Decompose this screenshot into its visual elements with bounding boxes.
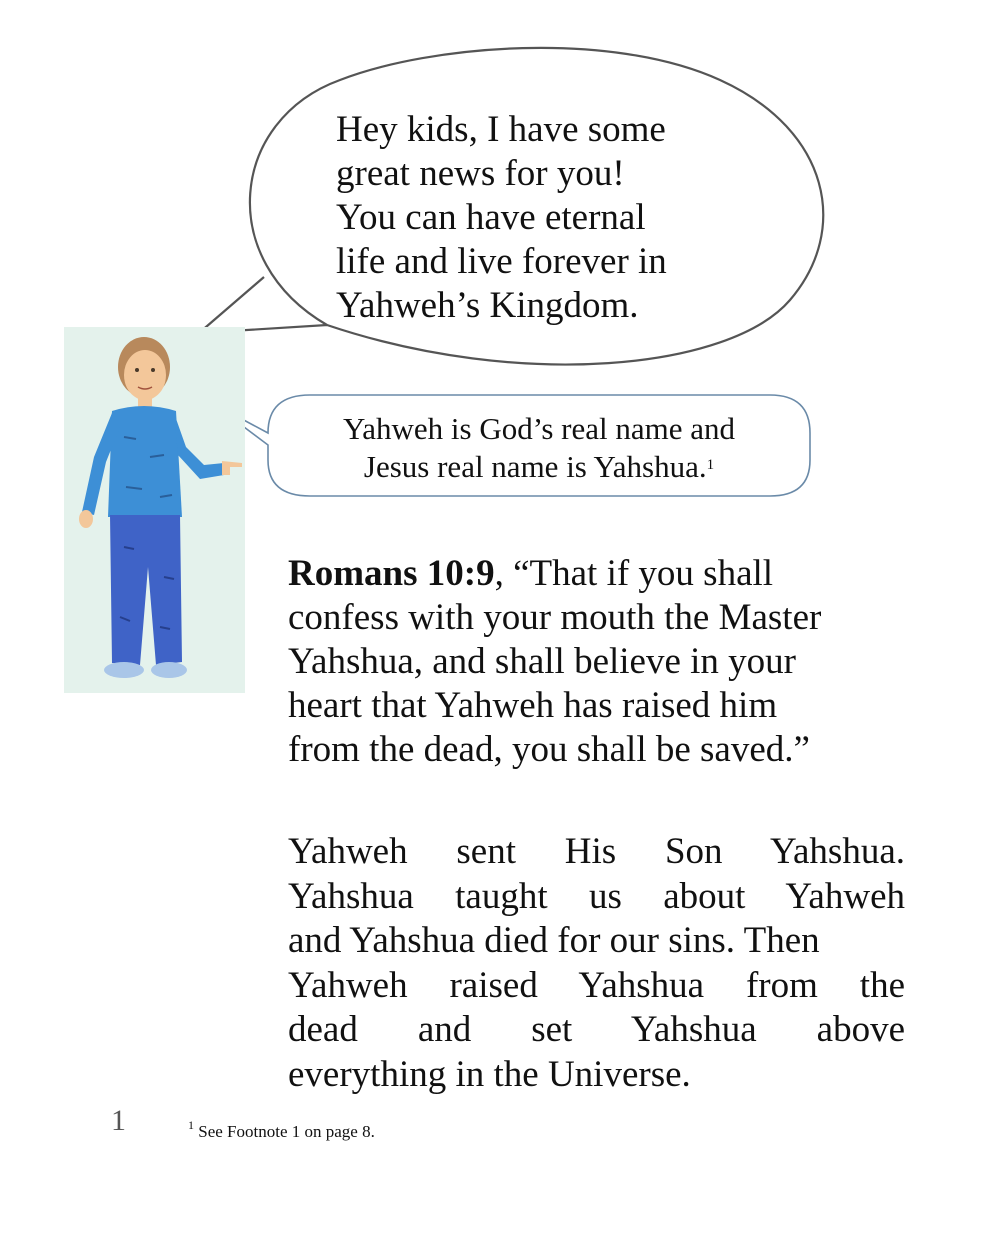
scripture-verse <box>288 552 908 772</box>
speech-line: Hey kids, I have some <box>336 109 666 150</box>
body-line: everything in the Universe. <box>288 1053 691 1095</box>
body-line: Yahweh sent His Son Yahshua. <box>288 831 905 872</box>
verse-line: confess with your mouth the Master <box>288 597 822 638</box>
body-paragraph <box>288 830 905 1097</box>
speech-line: great news for you! <box>336 153 625 194</box>
face-shape <box>124 350 166 400</box>
speech-line: You can have eternal <box>336 197 646 238</box>
pointing-hand <box>222 461 242 475</box>
verse-line-1 <box>288 552 908 596</box>
right-shoe <box>151 662 187 678</box>
speech-line: life and live forever in <box>336 241 667 282</box>
speech-bubble-text <box>336 108 716 328</box>
callout-footnote-marker: 1 <box>706 457 715 473</box>
verse-reference: Romans 10:9 <box>288 553 495 594</box>
body-line: Yahshua taught us about Yahweh <box>288 875 905 917</box>
verse-line: from the dead, you shall be saved.” <box>288 729 810 770</box>
verse-line-1-rest: , “That if you shall <box>494 553 774 594</box>
footnote <box>188 1118 375 1142</box>
pants-shape <box>110 515 182 665</box>
verse-line: heart that Yahweh has raised him <box>288 685 778 726</box>
page-number: 1 <box>111 1104 126 1137</box>
callout-line-2-text: Jesus real name is Yahshua. <box>363 449 707 484</box>
callout-line-2 <box>272 448 806 486</box>
sweater-shape <box>108 406 182 517</box>
right-arm <box>174 413 224 479</box>
footnote-marker: 1 <box>188 1118 194 1132</box>
verse-line: Yahshua, and shall believe in your <box>288 641 796 682</box>
name-callout-text <box>272 410 806 486</box>
body-line: dead and set Yahshua above <box>288 1009 905 1050</box>
boy-pointing-illustration <box>64 327 245 693</box>
body-line: and Yahshua died for our sins. Then <box>288 920 820 961</box>
left-shoe <box>104 662 144 678</box>
footnote-text: See Footnote 1 on page 8. <box>198 1122 375 1141</box>
boy-figure-drawing <box>64 327 245 693</box>
speech-line: Yahweh’s Kingdom. <box>336 285 639 326</box>
body-line: Yahweh raised Yahshua from the <box>288 964 905 1006</box>
callout-line-1: Yahweh is God’s real name and <box>342 411 736 446</box>
